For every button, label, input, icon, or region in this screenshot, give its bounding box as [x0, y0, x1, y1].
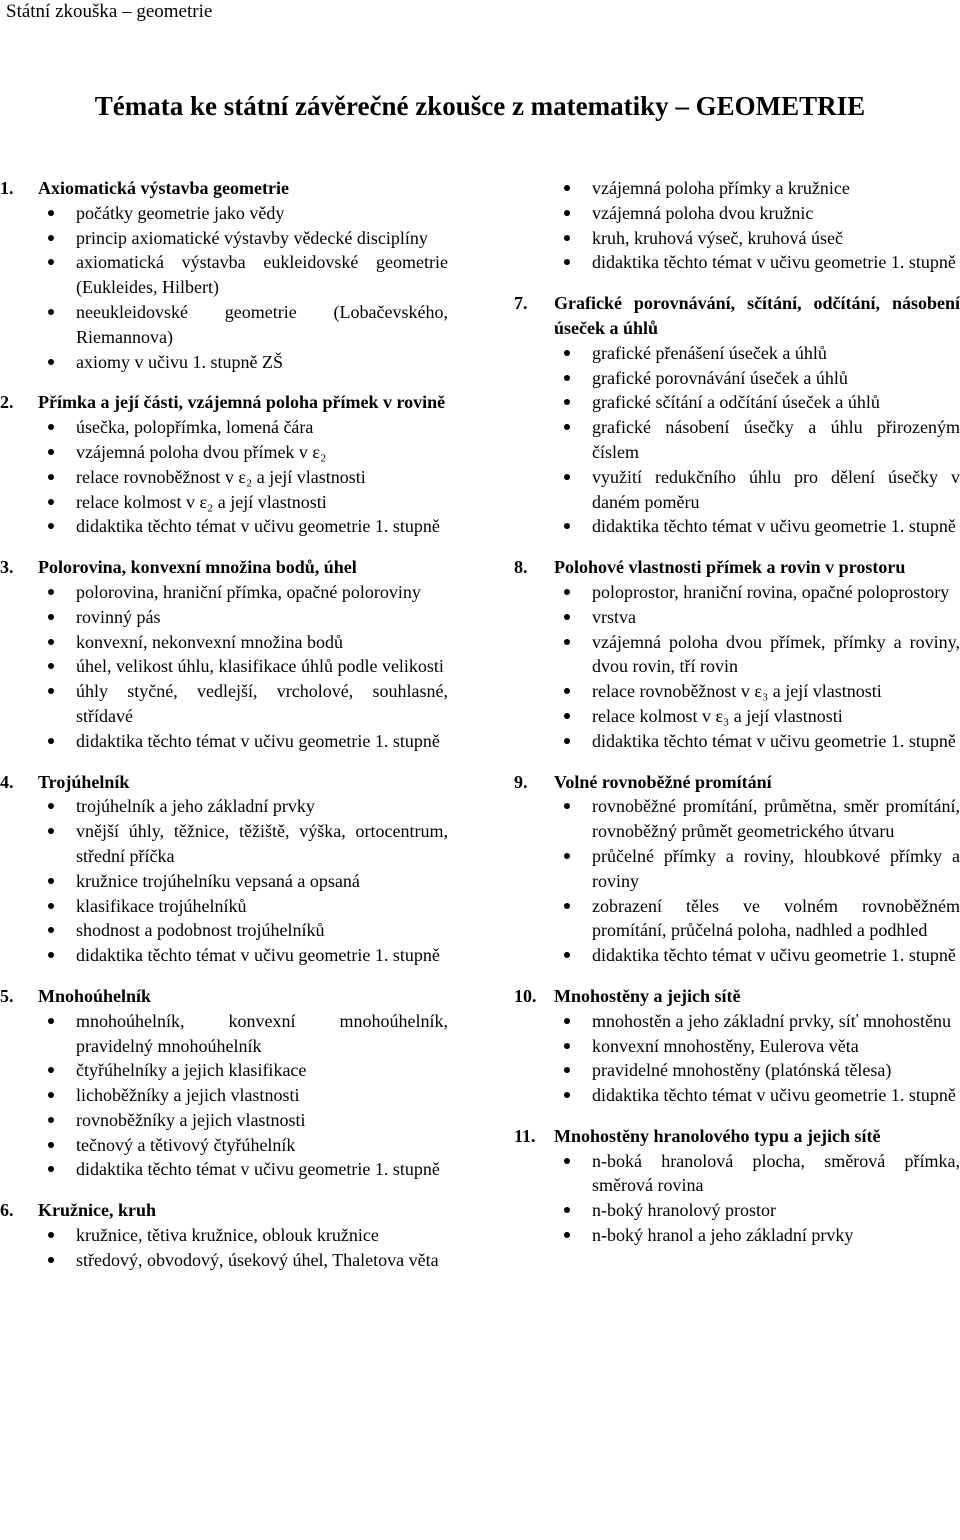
topic-list — [554, 1149, 960, 1248]
list-item: didaktika těchto témat v učivu geometrie 1. stupně — [38, 514, 448, 539]
list-item: grafické porovnávání úseček a úhlů — [554, 366, 960, 391]
topic-list — [38, 1009, 448, 1183]
topic-list — [554, 341, 960, 539]
topic-list — [554, 580, 960, 754]
list-item: mnohoúhelník, konvexní mnohoúhelník, pravidelný mnohoúhelník — [38, 1009, 448, 1059]
section-2 — [0, 390, 448, 539]
section-3 — [0, 555, 448, 753]
list-item: zobrazení těles ve volném rovnoběžném promítání, průčelná poloha, nadhled a podhled — [554, 894, 960, 944]
list-item: relace rovnoběžnost v ε₃ a její vlastnosti — [554, 679, 960, 704]
section-title: Mnohostěny hranolového typu a jejich sítě — [554, 1125, 881, 1146]
list-item: didaktika těchto témat v učivu geometrie 1. stupně — [38, 943, 448, 968]
list-item: pravidelné mnohostěny (platónská tělesa) — [554, 1058, 960, 1083]
left-column — [0, 176, 448, 1289]
right-column — [514, 176, 960, 1264]
list-item: vrstva — [554, 605, 960, 630]
list-item: počátky geometrie jako vědy — [38, 201, 448, 226]
list-item: grafické sčítání a odčítání úseček a úhlů — [554, 390, 960, 415]
section-title: Kružnice, kruh — [38, 1200, 157, 1221]
list-item: axiomy v učivu 1. stupně ZŠ — [38, 350, 448, 375]
list-item: rovnoběžníky a jejich vlastnosti — [38, 1108, 448, 1133]
section-number: 8. — [514, 557, 528, 578]
section-title: Trojúhelník — [38, 771, 130, 792]
list-item: kruh, kruhová výseč, kruhová úseč — [554, 226, 960, 251]
section-number: 11. — [514, 1125, 536, 1146]
section-7 — [514, 291, 960, 539]
list-item: relace kolmost v ε₃ a její vlastnosti — [554, 704, 960, 729]
list-item: vnější úhly, těžnice, těžiště, výška, ortocentrum, střední příčka — [38, 819, 448, 869]
page-header: Státní zkouška – geometrie — [6, 1, 213, 22]
topic-list — [554, 794, 960, 968]
topic-list — [554, 176, 960, 275]
section-title: Polohové vlastnosti přímek a rovin v prostoru — [554, 557, 906, 578]
list-item: mnohostěn a jeho základní prvky, síť mnohostěnu — [554, 1009, 960, 1034]
section-11 — [514, 1124, 960, 1248]
list-item: didaktika těchto témat v učivu geometrie 1. stupně — [38, 729, 448, 754]
list-item: didaktika těchto témat v učivu geometrie 1. stupně — [554, 250, 960, 275]
section-title: Mnohoúhelník — [38, 985, 152, 1006]
section-title: Volné rovnoběžné promítání — [554, 771, 772, 792]
section-number: 4. — [0, 771, 14, 792]
list-item: n-boká hranolová plocha, směrová přímka, směrová rovina — [554, 1149, 960, 1199]
list-item: n-boký hranolový prostor — [554, 1198, 960, 1223]
section-4 — [0, 770, 448, 968]
section-6-continued — [514, 176, 960, 275]
list-item: shodnost a podobnost trojúhelníků — [38, 918, 448, 943]
list-item: princip axiomatické výstavby vědecké disciplíny — [38, 226, 448, 251]
section-9 — [514, 770, 960, 968]
list-item: konvexní mnohostěny, Eulerova věta — [554, 1034, 960, 1059]
section-6 — [0, 1198, 448, 1272]
topic-list — [554, 1009, 960, 1108]
section-number: 2. — [0, 392, 14, 413]
list-item: rovinný pás — [38, 605, 448, 630]
list-item: čtyřúhelníky a jejich klasifikace — [38, 1058, 448, 1083]
section-number: 3. — [0, 557, 14, 578]
section-1 — [0, 176, 448, 374]
list-item: kružnice trojúhelníku vepsaná a opsaná — [38, 869, 448, 894]
section-title: Přímka a její části, vzájemná poloha přímek v rovině — [38, 392, 446, 413]
list-item: vzájemná poloha dvou přímek, přímky a roviny, dvou rovin, tří rovin — [554, 630, 960, 680]
list-item: grafické přenášení úseček a úhlů — [554, 341, 960, 366]
list-item: grafické násobení úsečky a úhlu přirozeným číslem — [554, 415, 960, 465]
list-item: tečnový a tětivový čtyřúhelník — [38, 1133, 448, 1158]
list-item: rovnoběžné promítání, průmětna, směr promítání, rovnoběžný průmět geometrického útvaru — [554, 794, 960, 844]
list-item: využití redukčního úhlu pro dělení úsečky v daném poměru — [554, 465, 960, 515]
list-item: úhel, velikost úhlu, klasifikace úhlů podle velikosti — [38, 654, 448, 679]
section-5 — [0, 984, 448, 1182]
list-item: didaktika těchto témat v učivu geometrie 1. stupně — [554, 514, 960, 539]
list-item: didaktika těchto témat v učivu geometrie 1. stupně — [38, 1157, 448, 1182]
section-10 — [514, 984, 960, 1108]
page-title: Témata ke státní závěrečné zkoušce z matematiky – GEOMETRIE — [94, 91, 866, 121]
section-number: 1. — [0, 178, 14, 198]
section-8 — [514, 555, 960, 753]
list-item: didaktika těchto témat v učivu geometrie 1. stupně — [554, 1083, 960, 1108]
section-number: 6. — [0, 1200, 14, 1221]
topic-list — [38, 1223, 448, 1273]
list-item: relace rovnoběžnost v ε₂ a její vlastnosti — [38, 465, 448, 490]
list-item: lichoběžníky a jejich vlastnosti — [38, 1083, 448, 1108]
section-title: Axiomatická výstavba geometrie — [38, 178, 289, 198]
list-item: didaktika těchto témat v učivu geometrie 1. stupně — [554, 943, 960, 968]
list-item: trojúhelník a jeho základní prvky — [38, 794, 448, 819]
topic-list — [38, 794, 448, 968]
list-item: poloprostor, hraniční rovina, opačné poloprostory — [554, 580, 960, 605]
list-item: polorovina, hraniční přímka, opačné poloroviny — [38, 580, 448, 605]
section-number: 7. — [514, 293, 528, 314]
list-item: průčelné přímky a roviny, hloubkové přímky a roviny — [554, 844, 960, 894]
list-item: vzájemná poloha přímky a kružnice — [554, 176, 960, 201]
list-item: kružnice, tětiva kružnice, oblouk kružnice — [38, 1223, 448, 1248]
section-number: 9. — [514, 771, 528, 792]
list-item: didaktika těchto témat v učivu geometrie 1. stupně — [554, 729, 960, 754]
list-item: n-boký hranol a jeho základní prvky — [554, 1223, 960, 1248]
list-item: relace kolmost v ε₂ a její vlastnosti — [38, 490, 448, 515]
list-item: úsečka, polopřímka, lomená čára — [38, 415, 448, 440]
section-number: 5. — [0, 985, 14, 1006]
section-title: Polorovina, konvexní množina bodů, úhel — [38, 557, 357, 578]
list-item: středový, obvodový, úsekový úhel, Thaletova věta — [38, 1248, 448, 1273]
section-title: Mnohostěny a jejich sítě — [554, 985, 741, 1006]
list-item: konvexní, nekonvexní množina bodů — [38, 630, 448, 655]
topic-list — [38, 580, 448, 754]
section-title: Grafické porovnávání, sčítání, odčítání, násobení úseček a úhlů — [554, 293, 960, 338]
list-item: neeukleidovské geometrie (Lobačevského, Riemannova) — [38, 300, 448, 350]
list-item: vzájemná poloha dvou přímek v ε₂ — [38, 440, 448, 465]
list-item: klasifikace trojúhelníků — [38, 894, 448, 919]
section-number: 10. — [514, 985, 537, 1006]
topic-list — [38, 201, 448, 375]
list-item: vzájemná poloha dvou kružnic — [554, 201, 960, 226]
topic-list — [38, 415, 448, 539]
list-item: úhly styčné, vedlejší, vrcholové, souhlasné, střídavé — [38, 679, 448, 729]
list-item: axiomatická výstavba eukleidovské geometrie (Eukleides, Hilbert) — [38, 250, 448, 300]
